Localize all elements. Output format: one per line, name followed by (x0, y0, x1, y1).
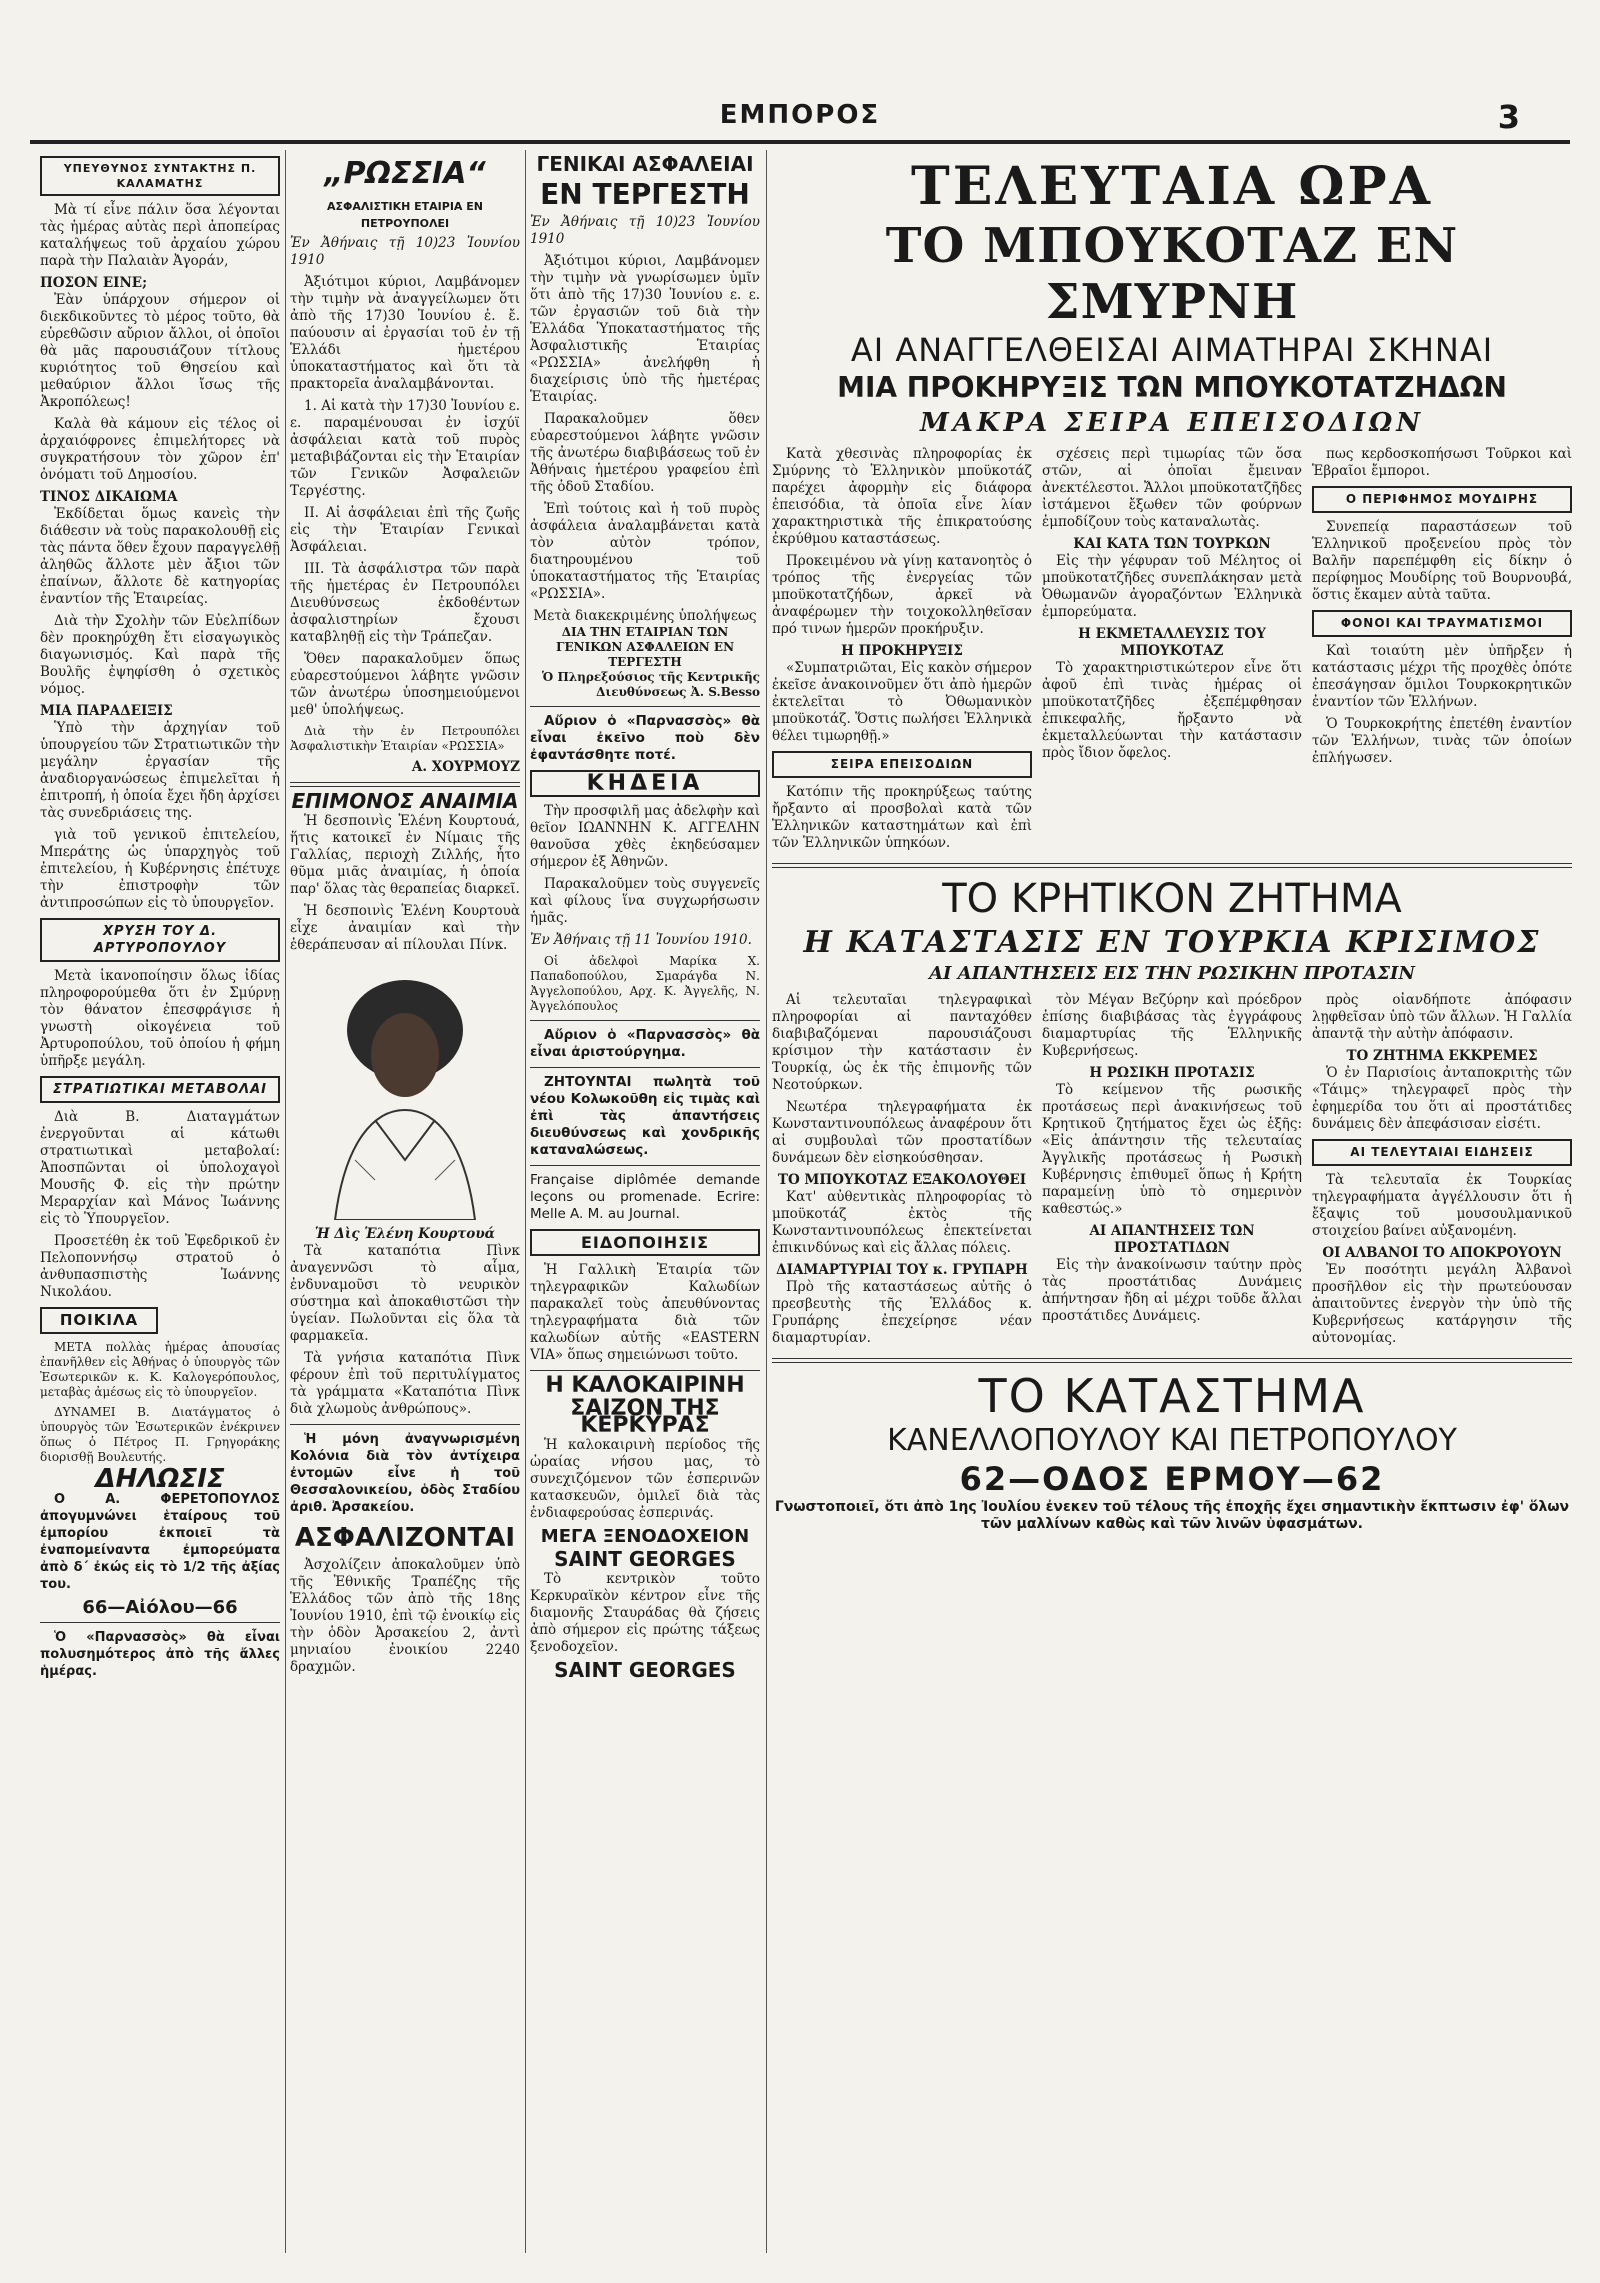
column-divider (285, 150, 286, 2253)
advertisement: Ο Α. ΦΕΡΕΤΟΠΟΥΛΟΣ ἀπογυμνώνει ἑταίρους τοῦ ἐμπορίου ἐκποιεῖ τὰ ἐναπομείναντα ἐμπορεύματα ἀπὸ δ΄ ἐκώς εἰς τὸ 1/2 τῆς ἀξίας του. (40, 1492, 280, 1592)
section-label: ΚΑΙ ΚΑΤΑ ΤΩΝ ΤΟΥΡΚΩΝ (1073, 536, 1271, 552)
ad-address: 62—ΟΔΟΣ ΕΡΜΟΥ—62 (959, 1460, 1385, 1498)
paragraph: Ἡ Γαλλικὴ Ἑταιρία τῶν τηλεγραφικῶν Καλωδίων παρακαλεῖ τοὺς ἀπευθύνοντας τηλεγραφήματα διὰ τῶν καλωδίων αὐτῆς «EASTERN VIA» ὅπως σημειώνωσι τοῦτο. (530, 1262, 760, 1363)
ad-headline: ΤΟ ΚΑΤΑΣΤΗΜΑ (978, 1369, 1366, 1423)
divider (290, 782, 520, 787)
column-2 (290, 150, 520, 2253)
closing: ΔΙΑ ΤΗΝ ΕΤΑΙΡΙΑΝ ΤΩΝ ΓΕΝΙΚΩΝ ΑΣΦΑΛΕΙΩΝ ΕΝ ΤΕΡΓΕΣΤΗ (555, 625, 735, 669)
section-heading: ΣΑΙΖΟΝ ΤΗΣ ΚΕΡΚΥΡΑΣ (570, 1396, 720, 1438)
paragraph: γιὰ τοῦ γενικοῦ ἐπιτελείου, Μπεράτης ὡς ὑπαρχηγὸς τοῦ ἐπιτελείου, ἡ Κυβέρνησις ἐπέτυχε τὴν ἐπιστροφὴν τῶν ἀντιπροσώπων εἰς τὸ ὑπουργεῖον. (40, 827, 280, 911)
paragraph: Ἐκδίδεται ὅμως κανεὶς τὴν διάθεσιν νὰ τοὺς παρακολουθῇ εἰς τὰς πάντα ὅθεν ἔχουν παραγγελθῇ ἀληθῶς ἄλλοτε μὲν ἄξιοι τῶν ἐπαίνων, ἄλλοτε δὲ κατηγορίας ἐναντίον τῆς Ἑταιρείας. (40, 506, 280, 607)
section-heading: ΣΤΡΑΤΙΩΤΙΚΑΙ ΜΕΤΑΒΟΛΑΙ (40, 1076, 280, 1103)
editor-label: ΥΠΕΥΘΥΝΟΣ ΣΥΝΤΑΚΤΗΣ Π. ΚΑΛΑΜΑΤΗΣ (40, 156, 280, 196)
paragraph: Ἐπὶ τούτοις καὶ ἡ τοῦ πυρὸς ἀσφάλεια ἀναλαμβάνεται κατὰ τὸν αὐτὸν τρόπον, διατηρουμένου τοῦ ὑποκαταστήματος τῆς Ἑταιρίας «ΡΩΣΣΙΑ». (530, 501, 760, 602)
subheadline: ΜΑΚΡΑ ΣΕΙΡΑ ΕΠΕΙΣΟΔΙΩΝ (919, 408, 1425, 438)
paragraph: Ἀσχολίζειν ἀποκαλοῦμεν ὑπὸ τῆς Ἐθνικῆς Τραπέζης τῆς Ἑλλάδος τῶν ἀπὸ τῆς 18ης Ἰουνίου 1910, ἐπὶ τῷ ἐνοικίῳ εἰς τὴν ὁδὸν Ἀρσακείου 2, ἀντὶ μηνιαίου ἐνοικίου 2240 δραχμῶν. (290, 1557, 520, 1675)
paragraph: Ὅθεν παρακαλοῦμεν ὅπως εὐαρεστούμενοι λάβητε γνῶσιν τῶν ἀνωτέρω ὑποσημειούμενοι μεθ' ὑπολήψεως. (290, 651, 520, 718)
divider (530, 1067, 760, 1068)
signature: Α. ΧΟΥΡΜΟΥΖ (411, 759, 520, 775)
paragraph: Συνεπείᾳ παραστάσεων τοῦ Ἑλληνικοῦ προξενείου πρὸς τὸν Βαλῆν παρεπέμφθη εἰς δίκην ὁ περίφημος Μουδίρης τοῦ Βουρνουβά, ὅστις ἔκαμεν αὐτὰ ταῦτα. (1312, 519, 1572, 603)
section-heading: ΧΡΥΣΗ ΤΟΥ Δ. ΑΡΤΥΡΟΠΟΥΛΟΥ (40, 918, 280, 962)
closing: Μετὰ διακεκριμένης ὑπολήψεως (533, 608, 757, 624)
paragraph: Μετὰ ἱκανοποίησιν ὅλως ἰδίας πληροφορούμεθα ὅτι ἐν Σμύρνῃ τὸν θάνατον ἐπεσφράγισε ἡ γνωστὴ οἰκογένεια τοῦ Ἀρτυροπούλου, τοῦ ὁποίου ἡ φήμη ὑπῆρξε μεγάλη. (40, 968, 280, 1069)
section-heading: Η ΚΑΛΟΚΑΙΡΙΝΗ (545, 1373, 745, 1398)
section-heading: ΕΠΙΜΟΝΟΣ ΑΝΑΙΜΙΑ (291, 789, 519, 813)
paragraph: Τὰ τελευταῖα ἐκ Τουρκίας τηλεγραφήματα ἀγγέλλουσιν ὅτι ἡ ἔξαψις τοῦ μουσουλμανικοῦ στοιχείου βαίνει αὐξανομένη. (1312, 1172, 1572, 1239)
paragraph: Ἐὰν ὑπάρχουν σήμερον οἱ διεκδικοῦντες τὸ μέρος τοῦτο, θὰ εὑρεθῶσιν αὔριον ἄλλοι, οἱ ὁποῖοι θὰ μᾶς παρουσιάζουν τίτλους κυριότητος τοῦ Θησείου καὶ μεθαύριον ἄλλοι ἴσως τῆς Ἀκροπόλεως! (40, 292, 280, 410)
hotel-name: SAINT GEORGES (554, 1547, 736, 1571)
headline: ΤΟ ΜΠΟΥΚΟΤΑΖ ΕΝ ΣΜΥΡΝΗ (885, 218, 1459, 330)
divider (530, 1020, 760, 1021)
paragraph: Προσετέθη ἐκ τοῦ Ἐφεδρικοῦ ἐν Πελοποννήσῳ στρατοῦ ὁ ἀνθυπασπιστὴς Ἰωάννης Νικολάου. (40, 1233, 280, 1300)
article-column (1312, 446, 1572, 857)
section-label: ΤΙΝΟΣ ΔΙΚΑΙΩΜΑ (40, 489, 178, 505)
paragraph: Ἡ δεσποινὶς Ἑλένη Κουρτουὰ εἶχε ἀναιμίαν καὶ τὴν ἐθεράπευσαν αἱ πίλουλαι Πίνκ. (290, 903, 520, 953)
caption: Ἡ Δὶς Ἑλένη Κουρτουά (314, 1226, 496, 1242)
paragraph: πρὸς οἰανδήποτε ἀπόφασιν λῃφθεῖσαν ὑπὸ τῶν ἄλλων. Ἡ Γαλλία ἀπαντᾷ τὴν αὐτὴν ἀπόφασιν. (1312, 992, 1572, 1042)
paragraph: II. Αἱ ἀσφάλειαι ἐπὶ τῆς ζωῆς εἰς τὴν Ἑταιρίαν Γενικαὶ Ἀσφάλειαι. (290, 505, 520, 555)
section-label: ΜΙΑ ΠΑΡΑΔΕΙΞΙΣ (40, 703, 173, 719)
section-label: ΤΟ ΜΠΟΥΚΟΤΑΖ ΕΞΑΚΟΛΟΥΘΕΙ (777, 1172, 1027, 1188)
section-label: ΠΟΣΟΝ ΕΙΝΕ; (40, 275, 148, 291)
column-divider (766, 150, 767, 2253)
paragraph: Οἱ ἀδελφοὶ Μαρίκα Χ. Παπαδοπούλου, Σμαράγδα Ν. Ἀγγελοπούλου, Αρχ. Κ. Ἀγγελῆς, Ν. Ἀγγελόπουλος (530, 954, 760, 1013)
subheadline: ΜΙΑ ΠΡΟΚΗΡΥΞΙΣ ΤΩΝ ΜΠΟΥΚΟΤΑΤΖΗΔΩΝ (837, 371, 1507, 404)
section-label: ΑΙ ΤΕΛΕΥΤΑΙΑΙ ΕΙΔΗΣΕΙΣ (1312, 1139, 1572, 1166)
article-column (1042, 992, 1302, 1352)
column-1 (40, 150, 280, 2253)
dateline: Ἐν Ἀθήναις τῇ 11 Ἰουνίου 1910. (530, 932, 752, 948)
article-column (772, 992, 1032, 1352)
notice: Αὔριον ὁ «Παρνασσὸς» θὰ εἶναι ἐκεῖνο ποὺ δὲν ἐφαντάσθητε ποτέ. (530, 713, 760, 763)
paragraph: 1. Αἱ κατὰ τὴν 17)30 Ἰουνίου ε. ε. παραμένουσαι ἐν ἰσχύϊ ἀσφάλειαι κατὰ τοῦ πυρὸς μεταβιβάζονται εἰς τὴν Ἑταιρίαν τῶν Γενικῶν Ἀσφαλειῶν Τεργέστης. (290, 398, 520, 499)
paragraph: πως κερδοσκοπήσωσι Τοῦρκοι καὶ Ἑβραῖοι ἔμποροι. (1312, 446, 1572, 479)
paragraph: Τὴν προσφιλῆ μας ἀδελφὴν καὶ θεῖον ΙΩΑΝΝΗΝ Κ. ΑΓΓΕΛΗΝ θανοῦσα χθὲς ἐκηδεύσαμεν σήμερον ἐξ Ἀθηνῶν. (530, 803, 760, 870)
paragraph: σχέσεις περὶ τιμωρίας τῶν ὅσα στῶν, αἱ ὁποῖαι ἔμειναν ἀνεκτέλεστοι. Ἄλλοι μποϋκοτατζῆδες ἰστάμενοι ἔξωθεν τῶν φούρνων ἐμποδίζουν τοὺς καταναλωτὰς. (1042, 446, 1302, 530)
section-label: Η ΠΡΟΚΗΡΥΞΙΣ (841, 643, 963, 659)
paragraph: Αἱ τελευταῖαι τηλεγραφικαὶ πληροφορίαι αἱ πανταχόθεν διαβιβαζόμεναι παρουσιάζουσι κρίσιμον τὴν κατάστασιν ἐν Τουρκίᾳ, ὡς ἐκ τῆς ἐπιμονῆς τῶν Νεοτούρκων. (772, 992, 1032, 1093)
paragraph: Μὰ τί εἶνε πάλιν ὅσα λέγονται τὰς ἡμέρας αὐτὰς περὶ ἀποπείρας καταλήψεως τοῦ ἀρχαίου χώρου παρὰ τὴν Παλαιὰν Ἀγοράν, (40, 202, 280, 269)
section-heading: ΕΙΔΟΠΟΙΗΣΙΣ (530, 1229, 760, 1256)
paragraph: Εἰς τὴν ἀνακοίνωσιν ταύτην πρὸς τὰς προστάτιδας Δυνάμεις ἀπήντησαν ἤδη αἱ μέχρι τοῦδε ἄλλαι προστάτιδες Δυνάμεις. (1042, 1257, 1302, 1324)
section-label: Η ΕΚΜΕΤΑΛΛΕΥΣΙΣ ΤΟΥ ΜΠΟΥΚΟΤΑΖ (1078, 626, 1266, 659)
section-label: ΔΙΑΜΑΡΤΥΡΙΑΙ ΤΟΥ κ. ΓΡΥΠΑΡΗ (776, 1262, 1028, 1278)
column-3 (530, 150, 760, 2253)
section-heading: „ΡΩΣΣΙΑ“ (324, 156, 486, 191)
section-heading: ΔΗΛΩΣΙΣ (95, 1464, 225, 1494)
divider (530, 706, 760, 707)
subheadline: ΑΙ ΑΠΑΝΤΗΣΕΙΣ ΕΙΣ ΤΗΝ ΡΩΣΙΚΗΝ ΠΡΟΤΑΣΙΝ (929, 963, 1415, 984)
paragraph: Καὶ τοιαύτη μὲν ὑπῆρξεν ἡ κατάστασις μέχρι τῆς προχθὲς ὁπότε ἐπεσάγησαν ὅμιλοι Τουρκοκρητικῶν ἐναντίον τῶν Ἑλλήνων. (1312, 643, 1572, 710)
article-columns (772, 446, 1572, 857)
section-heading: ΠΟΙΚΙΛΑ (40, 1307, 158, 1334)
paragraph: ΔΥΝΑΜΕΙ Β. Διατάγματος ὁ ὑπουργὸς τῶν Ἐσωτερικῶν ἐνέκρινεν ὅπως ὁ Πέτρος Π. Γρηγοράκης διορισθῇ Βουλευτής. (40, 1405, 280, 1464)
paragraph: Κατόπιν τῆς προκηρύξεως ταύτης ἤρξαντο αἱ προσβολαὶ κατὰ τῶν Ἑλληνικῶν καταστημάτων καὶ ἐπὶ τῶν Ἑλληνικῶν ὑπηκόων. (772, 784, 1032, 851)
divider (530, 1165, 760, 1166)
paragraph: Τὸ κείμενον τῆς ρωσικῆς προτάσεως περὶ ἀνακινήσεως τοῦ Κρητικοῦ ζητήματος ἔχει ὡς ἑξῆς: «Εἰς ἀπάντησιν τῆς τελευταίας Ἀγγλικῆς προτάσεως ἡ Ρωσικὴ Κυβέρνησις ἐπιθυμεῖ ὅπως ἡ Κρήτη παραμείνῃ ὑπὸ τὸ σημερινὸν καθεστώς.» (1042, 1082, 1302, 1217)
main-headline: ΤΕΛΕΥΤΑΙΑ ΩΡΑ (911, 156, 1433, 217)
portrait-illustration (315, 960, 495, 1220)
article-column (1312, 992, 1572, 1352)
dateline: Ἐν Ἀθήναις τῇ 10)23 Ἰουνίου 1910 (290, 235, 520, 268)
newspaper-title: ΕΜΠΟΡΟΣ (719, 100, 881, 130)
subheadline: ΑΙ ΑΝΑΓΓΕΛΘΕΙΣΑΙ ΑΙΜΑΤΗΡΑΙ ΣΚΗΝΑΙ (850, 331, 1494, 369)
paragraph: ΜΕΤΑ πολλὰς ἡμέρας ἀπουσίας ἐπανῆλθεν εἰς Ἀθήνας ὁ ὑπουργὸς τῶν Ἐσωτερικῶν κ. Κ. Καλογερόπουλος, μεταβὰς ἀμέσως εἰς τὸ ὑπουργεῖον. (40, 1340, 280, 1399)
paragraph: Διὰ τὴν Σχολὴν τῶν Εὐελπίδων δὲν προκηρύχθη ἔτι εἰσαγωγικὸς διαγωνισμός. Καὶ παρὰ τῆς Βουλῆς ἐψηφίσθη ὁ σχετικὸς νόμος. (40, 613, 280, 697)
section-label: Η ΡΩΣΙΚΗ ΠΡΟΤΑΣΙΣ (1089, 1065, 1255, 1081)
paragraph: III. Τὰ ἀσφάλιστρα τῶν παρὰ τῆς ἡμετέρας ἐν Πετρουπόλει Διευθύνσεως ἐκδοθέντων ἀσφαλιστηρίων ἔχουσι καταβληθῇ εἰς τὴν Τράπεζαν. (290, 561, 520, 645)
paragraph: Τὸ χαρακτηριστικώτερον εἶνε ὅτι ἀφοῦ ἐπὶ τινὰς ἡμέρας οἱ μποϋκοτατζῆδες ἐξεπέμφθησαν ἐπικεφαλῆς, ἤρξαντο νὰ ἐκμεταλλεύωνται τὴν κατάστασιν πρὸς ἴδιον ὄφελος. (1042, 660, 1302, 761)
hotel-name: SAINT GEORGES (554, 1658, 736, 1682)
signature: Ὁ Πληρεξούσιος τῆς Κεντρικῆς Διευθύνσεως Ἀ. S.Besso (542, 670, 760, 699)
article-columns (772, 992, 1572, 1352)
section-heading: ΜΕΓΑ ΞΕΝΟΔΟΧΕΙΟΝ (540, 1526, 750, 1547)
section-label: Ο ΠΕΡΙΦΗΜΟΣ ΜΟΥΔΙΡΗΣ (1312, 486, 1572, 513)
paragraph: «Συμπατριῶται, Εἰς κακὸν σήμερον ἐκεῖσε ἀνακοινοῦμεν ὅτι ἀπὸ ἡμερῶν ἐκτελεῖται τὸ Ὀθωμανικὸν μποϋκοτάζ. Ὅστις πωλήσει Ἑλληνικὰ θέλει τιμωρηθῇ.» (772, 660, 1032, 744)
page-number: 3 (1497, 98, 1520, 136)
divider (530, 1370, 760, 1371)
advertisement: Ἡ μόνη ἀναγνωρισμένη Κολόνια διὰ τὸν ἀντίχειρα ἐντομῶν εἶνε ἡ τοῦ Θεσσαλονικείου, ὁδὸς Σταδίου ἀριθ. Ἀρσακείου. (290, 1432, 520, 1515)
paragraph: Ὑπὸ τὴν ἀρχηγίαν τοῦ ὑπουργείου τῶν Στρατιωτικῶν τὴν μεγάλην ἐργασίαν τῆς ἀναδιοργανώσεως ἐπιμελεῖται ἡ ἐπιτροπή, ἡ ὁποία ἔχει ἤδη ἀρχίσει τὰς συνεδριάσεις της. (40, 720, 280, 821)
paragraph: Κατ' αὐθεντικὰς πληροφορίας τὸ μποϋκοτάζ ἐκτὸς τῆς Κωνσταντινουπόλεως ἐπεκτείνεται ἐπικινδύνως καὶ εἰς ἄλλας πόλεις. (772, 1189, 1032, 1256)
notice: Αὔριον ὁ «Παρνασσὸς» θὰ εἶναι ἀριστούργημα. (530, 1027, 760, 1060)
paragraph: Ὁ Τουρκοκρήτης ἐπετέθη ἐναντίον τῶν Ἑλλήνων, τινὰς τῶν ὁποίων ἐπλήγωσεν. (1312, 716, 1572, 766)
ad-text: Γνωστοποιεῖ, ὅτι ἀπὸ 1ης Ἰουλίου ἐνεκεν τοῦ τέλους τῆς ἐποχῆς ἔχει σημαντικὴν ἔκπτωσιν ἐφ' ὅλων τῶν μαλλίνων καθὼς καὶ τῶν λινῶν ὑφασμάτων. (774, 1499, 1570, 1532)
section-heading: ΑΣΦΑΛΙΖΟΝΤΑΙ (294, 1523, 516, 1553)
paragraph: Κατὰ χθεσινὰς πληροφορίας ἐκ Σμύρνης τὸ Ἑλληνικὸν μποϋκοτάζ παρέχει ἀφορμὴν εἰς διάφορα ἐπεισόδια, τὰ ὁποῖα εἶνε λίαν χαρακτηριστικὰ τῆς ἐπικρατούσης ἐκρύθμου καταστάσεως. (772, 446, 1032, 547)
paragraph: Εἰς τὴν γέφυραν τοῦ Μέλητος οἱ μποϋκοτατζῆδες συνεπλάκησαν μετὰ Ὀθωμανῶν ἀγοραζόντων Ἑλληνικὰ ἐμπορεύματα. (1042, 553, 1302, 620)
section-label: ΟΙ ΑΛΒΑΝΟΙ ΤΟ ΑΠΟΚΡΟΥΟΥΝ (1322, 1245, 1562, 1261)
paragraph: Προκειμένου νὰ γίνῃ κατανοητὸς ὁ τρόπος τῆς ἐνεργείας τῶν μποϋκοτατζήδων, ἀρκεῖ νὰ ἀναφέρωμεν τὴν τοιχοκολληθεῖσαν πρό τινων ἡμερῶν προκήρυξιν. (772, 553, 1032, 637)
store-advertisement (772, 1369, 1572, 1533)
ad-subheadline: ΚΑΝΕΛΛΟΠΟΥΛΟΥ ΚΑΙ ΠΕΤΡΟΠΟΥΛΟΥ (887, 1423, 1457, 1458)
section-label: ΦΟΝΟΙ ΚΑΙ ΤΡΑΥΜΑΤΙΣΜΟΙ (1312, 610, 1572, 637)
closing: Διὰ τὴν ἐν Πετρουπόλει Ἀσφαλιστικὴν Ἑταιρίαν «ΡΩΣΣΙΑ» (290, 724, 520, 753)
notice: Ὁ «Παρνασσὸς» θὰ εἶναι πολυσημότερος ἀπὸ τῆς ἄλλες ἡμέρας. (40, 1630, 280, 1679)
section-label: ΣΕΙΡΑ ΕΠΕΙΣΟΔΙΩΝ (772, 751, 1032, 778)
divider (40, 1622, 280, 1623)
divider (290, 1424, 520, 1425)
paragraph: τὸν Μέγαν Βεζύρην καὶ πρόεδρον ἐπίσης διαβιβάσας τὰς ἐγγράφους διαμαρτυρίας τῆς Ἑλληνικῆς Κυβερνήσεως. (1042, 992, 1302, 1059)
column-4 (772, 150, 1572, 2253)
paragraph: Διὰ Β. Διαταγμάτων ἐνεργοῦνται αἱ κάτωθι στρατιωτικαὶ μεταβολαί: Ἀποσπῶνται οἱ ὑπολοχαγοὶ Μουσῆς Φ. εἰς τὴν πρώτην Μεραρχίαν καὶ Μάνος Ἰωάννης εἰς τὸ Ὑπουργεῖον. (40, 1109, 280, 1227)
section-subheading: ΑΣΦΑΛΙΣΤΙΚΗ ΕΤΑΙΡΙΑ ΕΝ ΠΕΤΡΟΥΠΟΛΕΙ (326, 200, 483, 230)
paragraph: Ἀξιότιμοι κύριοι, Λαμβάνομεν τὴν τιμὴν νὰ ἀναγγείλωμεν ὅτι ἀπὸ τῆς 17)30 Ἰουνίου ἐ. ἔ. παύουσιν αἱ ἐργασίαι τοῦ ἐν τῇ Ἑλλάδι ἡμετέρου ὑποκαταστήματος καὶ ὅτι τὰ πρακτορεῖα ἀναλαμβάνονται. (290, 274, 520, 392)
masthead (50, 98, 1550, 136)
paragraph: Ἡ καλοκαιρινὴ περίοδος τῆς ὡραίας νήσου μας, τὸ συνεχιζόμενον τῶν ἑσπερινῶν κατασκευῶν, ὁμιλεῖ διὰ τὰς ἐνδιαφερούσας ἑσπερινάς. (530, 1437, 760, 1521)
paragraph: Νεωτέρα τηλεγραφήματα ἐκ Κωνσταντινουπόλεως ἀναφέρουν ὅτι αἱ συμβουλαὶ τῶν προστατίδων δυνάμεων δὲν εἰσηκούσθησαν. (772, 1099, 1032, 1166)
paragraph: Τὰ καταπότια Πὶνκ ἀναγεννῶσι τὸ αἷμα, ἐνδυναμοῦσι τὸ νευρικὸν σύστημα καὶ ἀποκαθιστῶσι τὴν ὑγείαν. Πωλοῦνται εἰς ὅλα τὰ φαρμακεῖα. (290, 1243, 520, 1344)
subheadline: Η ΚΑΤΑΣΤΑΣΙΣ ΕΝ ΤΟΥΡΚΙΑ ΚΡΙΣΙΜΟΣ (803, 925, 1541, 960)
section-heading: ΓΕΝΙΚΑΙ ΑΣΦΑΛΕΙΑΙ (536, 152, 754, 176)
article-column (1042, 446, 1302, 857)
advertisement: ΖΗΤΟΥΝΤΑΙ πωλητὰ τοῦ νέου Κολωκοῦθη εἰς τιμὰς καὶ ἐπὶ τὰς ἀπαντήσεις διευθύνσεως καὶ χονδρικῆς καταναλώσεως. (530, 1074, 760, 1158)
top-rule (30, 140, 1570, 144)
section-heading: ΚΗΔΕΙΑ (530, 770, 760, 797)
paragraph: Ἐν ποσότητι μεγάλη Ἀλβανοὶ προσῆλθον εἰς τὴν πρωτεύουσαν ἀπαιτοῦντες ἐνεργὸν τὴν ὑπὸ τῆς Κυβερνήσεως κατάργησιν τῆς αὐτονομίας. (1312, 1262, 1572, 1346)
paragraph: Ἀξιότιμοι κύριοι, Λαμβάνομεν τὴν τιμὴν νὰ γνωρίσωμεν ὑμῖν ὅτι ἀπὸ τῆς 17)30 Ἰουνίου ε. ε. τῶν ἐργασιῶν τοῦ διὰ τὴν Ἑλλάδα Ὑποκαταστήματος τῆς Ἀσφαλιστικῆς Ἑταιρίας «ΡΩΣΣΙΑ» ἀνελήφθη ἡ διαχείρισις ὑπὸ τῆς ἡμετέρας Ἑταιρίας. (530, 253, 760, 405)
section-label: ΑΙ ΑΠΑΝΤΗΣΕΙΣ ΤΩΝ ΠΡΟΣΤΑΤΙΔΩΝ (1089, 1223, 1255, 1256)
advertisement: Française diplômée demande leçons ou promenade. Ecrire: Melle A. M. au Journal. (530, 1172, 760, 1222)
paragraph: Παρακαλοῦμεν ὅθεν εὐαρεστούμενοι λάβητε γνῶσιν τῆς ἀνωτέρω διαβιβάσεως τοῦ ἐν Ἀθήναις ἡμετέρου γραφείου ἐπὶ τῆς ὁδοῦ Σταδίου. (530, 411, 760, 495)
divider (772, 1358, 1572, 1363)
column-divider (525, 150, 526, 2253)
paragraph: Ὁ ἐν Παρισίοις ἀνταποκριτὴς τῶν «Τάιμς» τηλεγραφεῖ πρὸς τὴν ἐφημερίδα του ὅτι αἱ προστάτιδες δυνάμεις δὲν ἀπεφάσισαν εἰσέτι. (1312, 1065, 1572, 1132)
paragraph: Καλὰ θὰ κάμουν εἰς τέλος οἱ ἀρχαιόφρονες ἐπιμελήτορες νὰ συγκρατήσουν τὸν χῶρον ἐπ' ὀνόματι τοῦ Δημοσίου. (40, 416, 280, 483)
paragraph: Ἡ δεσποινὶς Ἑλένη Κουρτουά, ἥτις κατοικεῖ ἐν Νίμαις τῆς Γαλλίας, περιοχὴ Ζιλλής, ἦτο θῦμα μιᾶς ἀναιμίας, ἡ ὁποία παρ' ὅλας τὰς θεραπείας διαρκεῖ. (290, 813, 520, 897)
section-heading: ΕΝ ΤΕΡΓΕΣΤΗ (540, 178, 750, 211)
paragraph: Πρὸ τῆς καταστάσεως αὐτῆς ὁ πρεσβευτὴς τῆς Ἑλλάδος κ. Γρυπάρης ἐπεχείρησε νέαν διαμαρτυρίαν. (772, 1279, 1032, 1346)
address: 66—Αἰόλου—66 (82, 1597, 238, 1618)
headline: ΤΟ ΚΡΗΤΙΚΟΝ ΖΗΤΗΜΑ (942, 876, 1402, 922)
paragraph: Παρακαλοῦμεν τοὺς συγγενεῖς καὶ φίλους ἵνα συγχωρήσωσιν ἡμᾶς. (530, 876, 760, 926)
paragraph: Τὸ κεντρικὸν τοῦτο Κερκυραϊκὸν κέντρον εἶνε τῆς διαμονῆς Σταυράδας θὰ ζήσεις ἀπὸ σήμερον εἰς πρώτης τάξεως ξενοδοχεῖον. (530, 1571, 760, 1655)
divider (772, 863, 1572, 868)
section-label: ΤΟ ΖΗΤΗΜΑ ΕΚΚΡΕΜΕΣ (1346, 1048, 1538, 1064)
paragraph: Τὰ γνήσια καταπότια Πὶνκ φέρουν ἐπὶ τοῦ περιτυλίγματος τὰ γράμματα «Καταπότια Πὶνκ διὰ χλωμοὺς ἀνθρώπους». (290, 1350, 520, 1417)
dateline: Ἐν Ἀθήναις τῇ 10)23 Ἰουνίου 1910 (530, 214, 760, 247)
article-column (772, 446, 1032, 857)
